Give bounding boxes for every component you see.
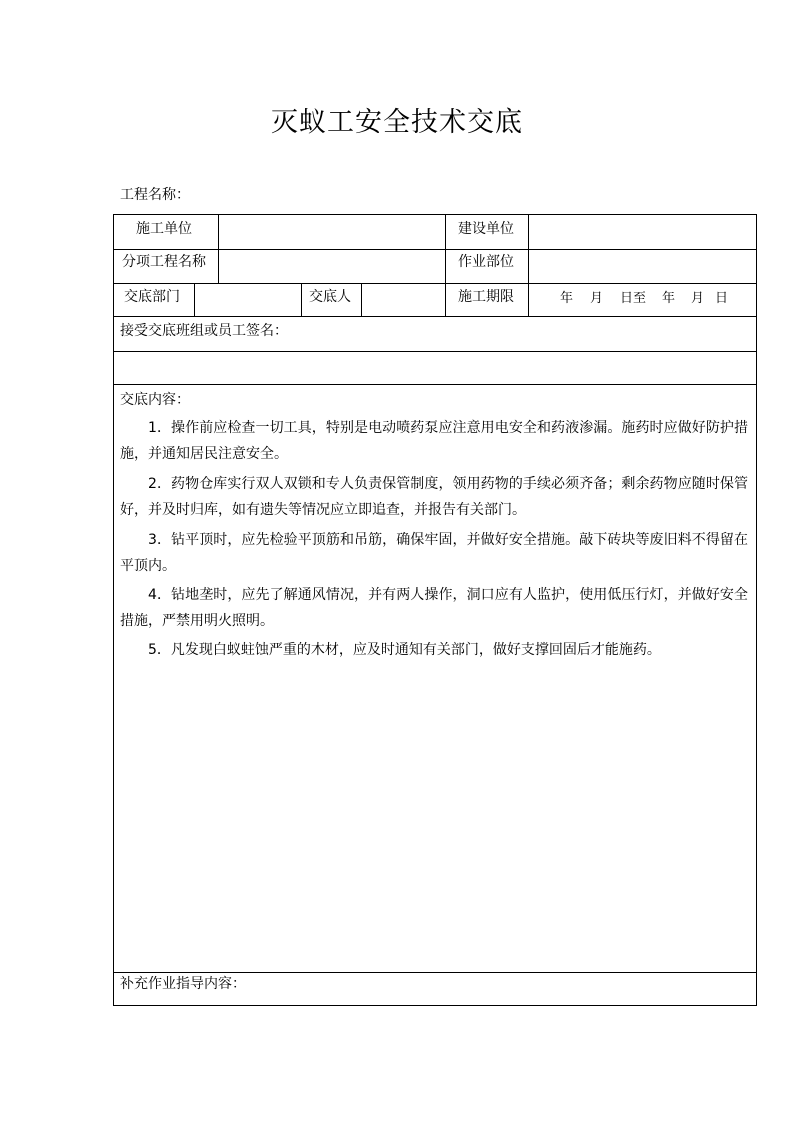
period-start-month: 月 <box>590 291 604 306</box>
work-area-label: 作业部位 <box>458 254 514 270</box>
project-name-label: 工程名称： <box>120 187 190 203</box>
period-end-day: 日 <box>715 291 729 306</box>
period-start-day: 日至 <box>620 291 647 306</box>
col-divider <box>445 215 446 316</box>
discloser-label: 交底人 <box>309 289 351 305</box>
content-paragraph-4: 4．钻地垄时，应先了解通风情况，并有两人操作，洞口应有人监护，使用低压行灯，并做好安全措施，严禁用明火照明。 <box>120 587 748 629</box>
supplement-label: 补充作业指导内容： <box>120 976 246 992</box>
construction-period-label: 施工期限 <box>458 289 514 305</box>
sub-project-label: 分项工程名称 <box>122 254 206 270</box>
period-end-year: 年 <box>662 291 676 306</box>
col-divider <box>218 215 219 283</box>
col-divider <box>361 283 362 316</box>
row-divider <box>114 316 756 317</box>
content-paragraph-3: 3．钻平顶时，应先检验平顶筋和吊筋，确保牢固，并做好安全措施。敲下砖块等废旧料不得留在平顶内。 <box>120 532 748 574</box>
period-start-year: 年 <box>560 291 574 306</box>
row-divider <box>114 249 756 250</box>
content-paragraph-5: 5．凡发现白蚁蛀蚀严重的木材，应及时通知有关部门，做好支撑回固后才能施药。 <box>148 642 661 658</box>
period-end-month: 月 <box>691 291 705 306</box>
row-divider <box>114 283 756 284</box>
content-paragraph-1: 1．操作前应检查一切工具，特别是电动喷药泵应注意用电安全和药液渗漏。施药时应做好防护措施，并通知居民注意安全。 <box>120 420 748 462</box>
document-title: 灭蚁工安全技术交底 <box>271 107 523 138</box>
disclosure-form <box>113 214 757 1006</box>
disclosure-dept-label: 交底部门 <box>124 289 180 305</box>
construction-unit-label: 施工单位 <box>136 221 192 237</box>
content-label: 交底内容： <box>120 392 190 408</box>
owner-unit-label: 建设单位 <box>458 221 514 237</box>
col-divider <box>301 283 302 316</box>
content-paragraph-2: 2．药物仓库实行双人双锁和专人负责保管制度，领用药物的手续必须齐备；剩余药物应随时保管好，并及时归库，如有遗失等情况应立即追查，并报告有关部门。 <box>120 476 748 518</box>
content-section <box>120 385 748 971</box>
row-divider <box>114 351 756 352</box>
signature-label: 接受交底班组或员工签名： <box>120 323 288 339</box>
col-divider <box>194 283 195 316</box>
row-divider <box>114 972 756 973</box>
col-divider <box>528 215 529 316</box>
